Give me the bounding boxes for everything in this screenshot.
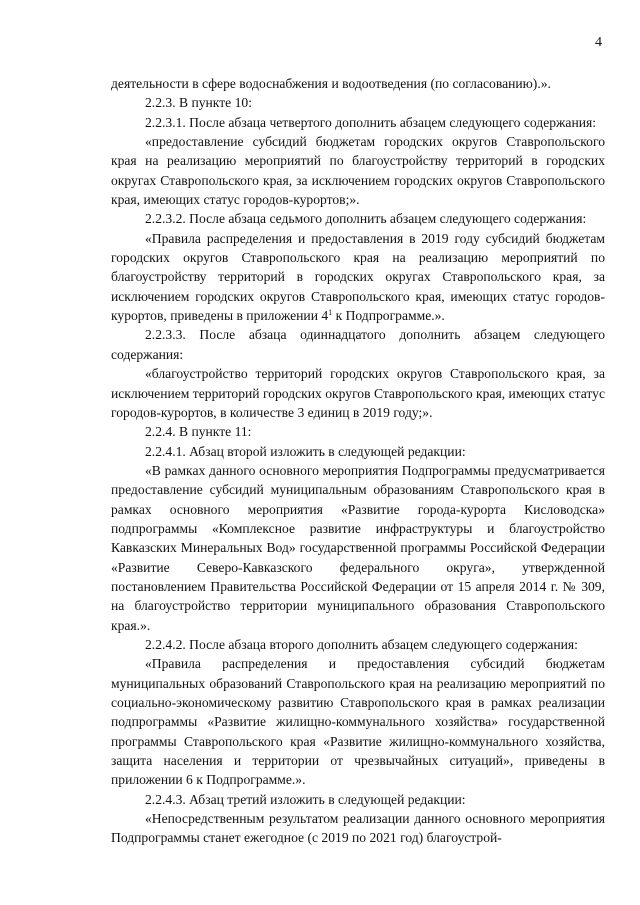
- paragraph: «Непосредственным результатом реализации данного основного мероприятия Подпрограммы станет ежегодное (с 2019 по 2021 год) благоустрой-: [111, 811, 605, 846]
- paragraph: 2.2.3.1. После абзаца четвертого дополнить абзацем следующего содержания:: [145, 114, 597, 130]
- paragraph: 2.2.3.3. После абзаца одиннадцатого дополнить абзацем следующего содержания:: [111, 327, 605, 362]
- paragraph: «предоставление субсидий бюджетам городских округов Ставропольского края на реализацию мероприятий по благоустройству территорий в городских округах Ставропольского края, за исключением городских округов Ставропольского края, имеющих статус городов-курортов;».: [111, 134, 605, 208]
- paragraph: [111, 229, 605, 326]
- paragraph: 2.2.3.2. После абзаца седьмого дополнить абзацем следующего содержания:: [145, 211, 587, 227]
- page-number: 4: [595, 35, 602, 50]
- paragraph: 2.2.4. В пункте 11:: [145, 424, 252, 440]
- paragraph: 2.2.4.3. Абзац третий изложить в следующей редакции:: [145, 791, 466, 807]
- paragraph: 2.2.4.1. Абзац второй изложить в следующей редакции:: [145, 443, 466, 459]
- paragraph: «благоустройство территорий городских округов Ставропольского края, за исключением территорий городских округов Ставропольского края, имеющих статус городов-курортов, в количестве 3 единиц в 2019 году;».: [111, 366, 605, 420]
- paragraph: «Правила распределения и предоставления субсидий бюджетам муниципальных образований Ставропольского края на реализацию мероприятий по социально-экономическому развитию Ставропольского края в рамках реализации подпрограммы «Развитие жилищно-коммунального хозяйства» государственной программы Ставропольского края «Развитие жилищно-коммунального хозяйства, защита населения и территории от чрезвычайных ситуаций», приведены в приложении 6 к Подпрограмме.».: [111, 656, 605, 788]
- paragraph-text: «Правила распределения и предоставления в 2019 году субсидий бюджетам городских округов Ставропольского края на реализацию мероприятий по благоустройству территорий в городских округах Ставропольского края, за исключением городских округов Ставропольского края, имеющих статус городов-курортов, приведены в приложении 4: [111, 230, 605, 324]
- paragraph: 2.2.3. В пункте 10:: [145, 95, 252, 111]
- paragraph: деятельности в сфере водоснабжения и водоотведения (по согласованию).».: [111, 76, 551, 91]
- paragraph: 2.2.4.2. После абзаца второго дополнить абзацем следующего содержания:: [145, 636, 578, 652]
- paragraph: «В рамках данного основного мероприятия Подпрограммы предусматривается предоставление субсидий муниципальным образованиям Ставропольского края в рамках основного мероприятия «Развитие города-курорта Кисловодска» подпрограммы «Комплексное развитие инфраструктуры и благоустройство Кавказских Минеральных Вод» государственной программы Российской Федерации «Развитие Северо-Кавказского федерального округа», утвержденной постановлением Правительства Российской Федерации от 15 апреля 2014 г. № 309, на благоустройство территории муниципального образования Ставропольского края.».: [111, 462, 605, 633]
- document-body: [111, 74, 605, 848]
- superscript: 1: [328, 308, 333, 318]
- paragraph-text-tail: к Подпрограмме.».: [332, 308, 445, 324]
